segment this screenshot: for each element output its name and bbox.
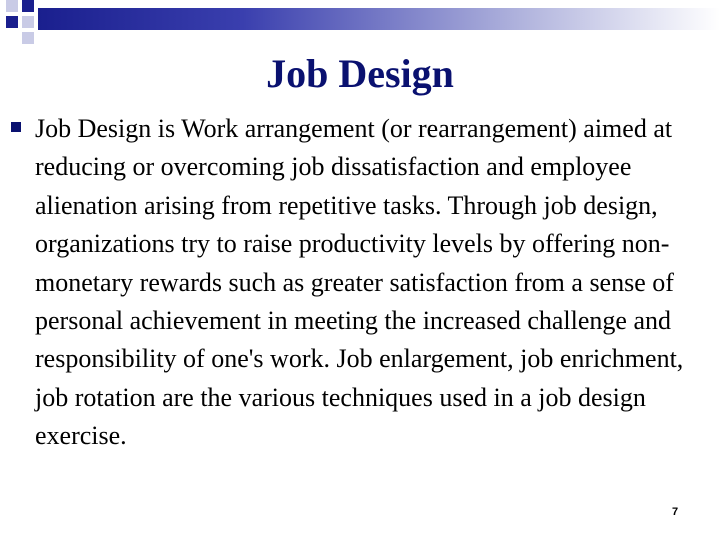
header-gradient-bar bbox=[38, 8, 720, 30]
square-bullet-icon bbox=[11, 122, 21, 132]
bullet-text: Job Design is Work arrangement (or rearrangement) aimed at reducing or overcoming job dissatisfaction and employee alienation arising from repetitive tasks. Through job design, organizations try to raise productivity levels by offering non-monetary rewards such as greater satisfaction from a sense of personal achievement in meeting the increased challenge and responsibility of one's work. Job enlargement, job enrichment, job rotation are the various techniques used in a job design exercise. bbox=[35, 114, 684, 451]
deco-square bbox=[6, 16, 18, 28]
deco-square bbox=[6, 0, 18, 12]
slide-number: 7 bbox=[671, 506, 679, 518]
slide-title: Job Design bbox=[266, 51, 454, 96]
deco-square bbox=[22, 32, 34, 44]
deco-square bbox=[22, 0, 34, 12]
deco-square bbox=[22, 16, 34, 28]
header-decoration bbox=[0, 0, 720, 48]
